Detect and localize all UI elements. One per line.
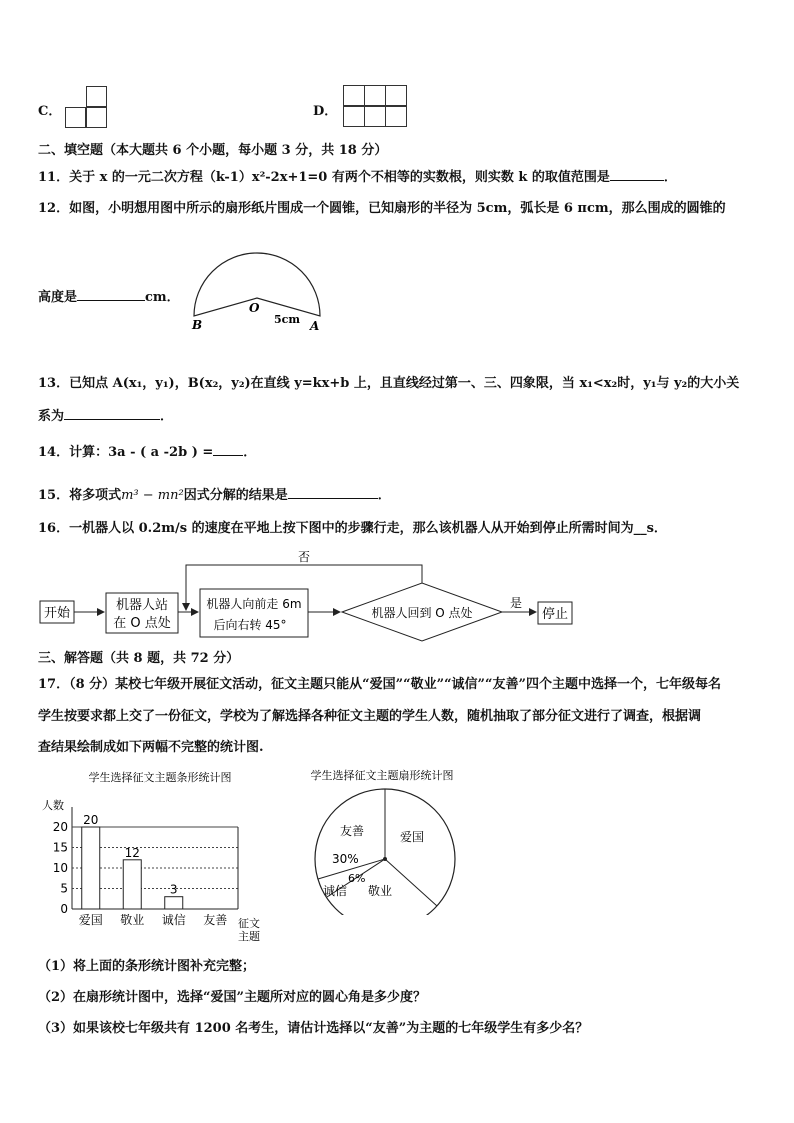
q12-unit: cm． (145, 290, 180, 305)
sector-label-radius: 5cm (274, 313, 300, 326)
flowchart (36, 545, 596, 645)
flow-step1-line2: 在 O 点处 (113, 616, 171, 631)
flow-yes-label: 是 (509, 596, 523, 610)
q13-line2-text: 系为 (38, 409, 65, 424)
q13-line2 (38, 407, 173, 425)
q16-text: 16．一机器人以 0.2m/s 的速度在平地上按下图中的步骤行走，那么该机器人从开始到停止所需时间为__s． (38, 521, 667, 536)
bar-诚信 (165, 897, 183, 909)
option-d-label: D． (313, 104, 338, 119)
q14 (38, 443, 256, 461)
pie-label-6: 6% (348, 872, 366, 885)
bar-value-label: 3 (169, 882, 178, 897)
q15-prefix: 15．将多项式 (38, 488, 122, 503)
bar-y-tick-label: 0 (60, 902, 68, 916)
bar-category-label: 友善 (203, 913, 228, 927)
pie-chart-title: 学生选择征文主题扇形统计图 (310, 769, 454, 782)
q11-text: 11．关于 x 的一元二次方程（k-1）x²-2x+1=0 有两个不相等的实数根，则实数 k 的取值范围是 (38, 170, 610, 185)
section3-heading: 三、解答题（共 8 题，共 72 分） (38, 651, 240, 666)
sector-figure (180, 230, 335, 335)
option-c-label: C． (38, 104, 62, 119)
bar-value-label: 12 (124, 845, 140, 860)
bar-敬业 (123, 860, 141, 909)
bar-chart (40, 765, 280, 950)
q15-expression: m³ − mn² (121, 488, 184, 503)
flow-decision-label: 机器人回到 O 点处 (371, 606, 473, 620)
q15-suffix: 因式分解的结果是 (183, 488, 288, 503)
q15-answer-blank[interactable] (288, 486, 378, 499)
q17-line2: 学生按要求都上交了一份征文，学校为了解选择各种征文主题的学生人数，随机抽取了部分征文进行了调查，根据调 (38, 709, 702, 724)
bar-y-tick-label: 20 (52, 820, 68, 834)
option-d-figure (343, 85, 409, 129)
q14-answer-blank[interactable] (213, 443, 243, 456)
q17-sub3: （3）如果该校七年级共有 1200 名考生，请估计选择以“友善”为主题的七年级学生有多少名？ (38, 1021, 589, 1036)
flow-step1-line1: 机器人站 (115, 598, 169, 613)
flow-start-label: 开始 (43, 606, 71, 621)
bar-y-tick-label: 15 (52, 840, 68, 855)
bar-爱国 (82, 827, 100, 909)
bar-category-label: 爱国 (78, 913, 103, 927)
bar-category-label: 诚信 (161, 913, 186, 927)
q13-answer-blank[interactable] (64, 407, 160, 420)
q14-end: ． (243, 445, 257, 460)
option-c-figure (65, 86, 109, 130)
pie-label-chengxin: 诚信 (323, 884, 348, 898)
q17-line3: 查结果绘制成如下两幅不完整的统计图. (38, 740, 264, 755)
sector-label-b: B (192, 318, 203, 332)
q15-end: ． (377, 488, 391, 503)
bar-chart-xlabel-1: 征文 (238, 917, 260, 930)
q11-answer-blank[interactable] (610, 168, 664, 181)
bar-y-tick-label: 5 (60, 881, 68, 896)
bar-value-label: 20 (83, 813, 99, 827)
bar-category-label: 敬业 (120, 913, 145, 927)
flow-step2-line1: 机器人向前走 6m (206, 597, 302, 611)
q11 (38, 168, 677, 186)
q12-text: 12．如图，小明想用图中所示的扇形纸片围成一个圆锥，已知扇形的半径为 5cm，弧长是 6 πcm，那么围成的圆锥的 (38, 201, 726, 216)
pie-label-youshan: 友善 (340, 824, 365, 838)
pie-label-jingye: 敬业 (368, 884, 393, 898)
sector-label-a: A (310, 319, 320, 333)
sector-label-o: O (249, 301, 260, 315)
q12-answer-blank[interactable] (77, 288, 145, 301)
q17-sub1: （1）将上面的条形统计图补充完整； (38, 959, 256, 974)
pie-label-aiguo: 爱国 (400, 830, 425, 844)
q11-end: ． (663, 170, 677, 185)
q13-end: ． (160, 409, 174, 424)
pie-chart (300, 765, 470, 915)
pie-center (383, 857, 387, 861)
bar-chart-xlabel-2: 主题 (238, 930, 260, 943)
q17-line1: 17．（8 分）某校七年级开展征文活动，征文主题只能从“爱国”“敬业”“诚信”“友善”四个主题中选择一个，七年级每名 (38, 677, 721, 692)
q14-text: 14．计算：3a - ( a -2b ) = (38, 445, 214, 460)
pie-label-30: 30% (332, 852, 359, 866)
section2-heading: 二、填空题（本大题共 6 个小题，每小题 3 分，共 18 分） (38, 143, 388, 158)
bar-y-tick-label: 10 (52, 861, 68, 875)
q12-line2 (38, 288, 180, 306)
bar-chart-title: 学生选择征文主题条形统计图 (88, 771, 232, 784)
q15 (38, 486, 391, 504)
flow-stop-label: 停止 (541, 607, 569, 622)
q17-sub2: （2）在扇形统计图中，选择“爱国”主题所对应的圆心角是多少度？ (38, 990, 427, 1005)
bar-chart-ylabel: 人数 (42, 799, 64, 812)
q13-line1: 13．已知点 A(x₁，y₁)，B(x₂，y₂)在直线 y=kx+b 上，且直线经过第一、三、四象限，当 x₁<x₂时，y₁与 y₂的大小关 (38, 376, 740, 391)
q12-line2-text: 高度是 (38, 290, 78, 305)
flow-step2-line2: 后向右转 45° (213, 618, 287, 632)
flow-no-label: 否 (297, 550, 311, 564)
